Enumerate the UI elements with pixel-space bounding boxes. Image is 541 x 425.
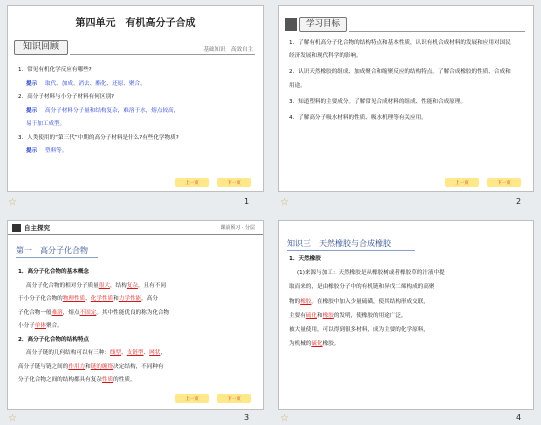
subheading: 2．高分子化合物的结构特点 <box>18 336 90 343</box>
section-heading: 第一 高分子化合物 <box>16 245 98 258</box>
question: 3．人类使用的“第三代”中期的高分子材料是什么?有些化学物质? <box>18 134 179 141</box>
slide2-body <box>289 37 515 125</box>
star-icon[interactable]: ☆ <box>8 197 17 208</box>
header-left-label: 自主探究 <box>24 224 50 232</box>
slide1-body <box>18 64 253 159</box>
answer-label: 提示 <box>26 107 38 114</box>
answer-text: 取代、加成、消去、酯化、还原、聚合。 <box>44 80 146 87</box>
section-heading: 知识三 天然橡胶与合成橡胶 <box>287 238 415 251</box>
nav-pills <box>175 394 251 403</box>
next-page-button[interactable]: 下一页 <box>217 178 251 187</box>
slide4-body <box>289 252 521 351</box>
next-page-button[interactable]: 下一页 <box>487 178 521 187</box>
nav-pills <box>175 178 251 187</box>
body-line: 主要有硫化和橡胶的发明，使橡胶的用途广泛， <box>289 312 407 319</box>
prev-page-button[interactable]: 上一页 <box>175 178 209 187</box>
header-rule <box>70 54 255 55</box>
slide-thumbnail-2[interactable] <box>278 5 534 192</box>
page-number: 3 <box>244 413 250 422</box>
learning-goals-tab: 学习目标 <box>299 17 347 32</box>
goal-item: 3．知道塑料的主要成分。了解常见合成材料的组成、性能和合成原理。 <box>289 98 466 105</box>
body-line: 高分子链的几何结构可以有三种：线型、支链型、网状， <box>26 350 166 356</box>
pause-icon <box>12 224 21 232</box>
subheading: 1．高分子化合物的基本概念 <box>18 269 90 275</box>
slide-thumbnail-1[interactable] <box>7 5 264 192</box>
body-line: 为机械的硫化橡胶。 <box>289 341 340 348</box>
answer-label: 提示 <box>26 80 38 87</box>
slide-thumbnail-3[interactable] <box>7 220 264 410</box>
knowledge-review-tab: 知识回顾 <box>14 40 68 55</box>
goal-item: 4．了解高分子吸水材料的性质、吸水机理等有关应用。 <box>289 115 427 122</box>
next-page-button[interactable]: 下一页 <box>217 394 251 403</box>
answer-text: 塑料等。 <box>44 148 68 154</box>
slide-title: 第四单元 有机高分子合成 <box>75 18 196 29</box>
body-line: 分子化合物之间的结构都具有复杂性质的性质。 <box>18 377 136 383</box>
answer-text-cont: 易于加工成型。 <box>26 121 66 127</box>
subheading: 1．天然橡胶 <box>289 256 321 262</box>
star-icon[interactable]: ☆ <box>280 197 289 208</box>
goal-item: 1．了解有机高分子化合物的结构特点和基本性质，认识有机合成材料的发展和应用对国民经济发展和现代科学的影响。 <box>289 40 511 60</box>
page-number: 2 <box>516 197 522 206</box>
body-line: 高分子链与链之间的作用力和链的缠绕决定结构，不同种有 <box>18 363 164 370</box>
question: 1．常见有机化学反应有哪些? <box>18 67 92 73</box>
section-tag: 基础知识 高效自主 <box>203 47 253 53</box>
page-number: 1 <box>244 197 250 206</box>
star-icon[interactable]: ☆ <box>280 413 289 424</box>
body-line: 小分子单体聚合。 <box>18 323 63 329</box>
slide-thumbnail-4[interactable] <box>278 220 534 410</box>
goal-item: 2．认识天然橡胶的组成、加成聚合和缩聚反应的结构特点。了解合成橡胶的性质、合成和用途。 <box>289 69 511 89</box>
body-line: 被大量使用，可以得到很多材料，成为主要的化学原料， <box>289 327 429 334</box>
body-line: 子化合物一般难溶，熔点不固定。其中性能优良的称为化合物 <box>18 309 170 316</box>
nav-pills <box>445 178 521 187</box>
slide3-body <box>18 266 253 388</box>
header-bar <box>285 18 297 31</box>
body-line: (1)来源与加工：天然橡胶是从橡胶树或者橡胶草的汁液中提 <box>297 270 445 277</box>
answer-label: 提示 <box>26 148 38 154</box>
header-right-label: 课前预习 · 分层 <box>220 225 255 231</box>
page-number: 4 <box>516 413 522 422</box>
body-line: 高分子化合物的相对分子质量很大，结构复杂，且有不同 <box>26 282 166 289</box>
answer-text: 高分子材料分子量和结构复杂，难溶于水，熔点较高， <box>44 107 180 114</box>
body-line: 物的橡胶。在橡胶中加入少量硫磺，使其结构形成交联， <box>289 298 429 305</box>
body-line: 于小分子化合物的物理性质、化学性质和力学性能。高分 <box>18 296 158 302</box>
header-rule <box>349 31 525 32</box>
prev-page-button[interactable]: 上一页 <box>445 178 479 187</box>
prev-page-button[interactable]: 上一页 <box>175 394 209 403</box>
body-line: 取而来的，是由橡胶分子中的有机链和异戊二烯构成的高聚 <box>289 284 435 291</box>
star-icon[interactable]: ☆ <box>8 413 17 424</box>
question: 2．高分子材料与小分子材料有何区别? <box>18 94 115 100</box>
